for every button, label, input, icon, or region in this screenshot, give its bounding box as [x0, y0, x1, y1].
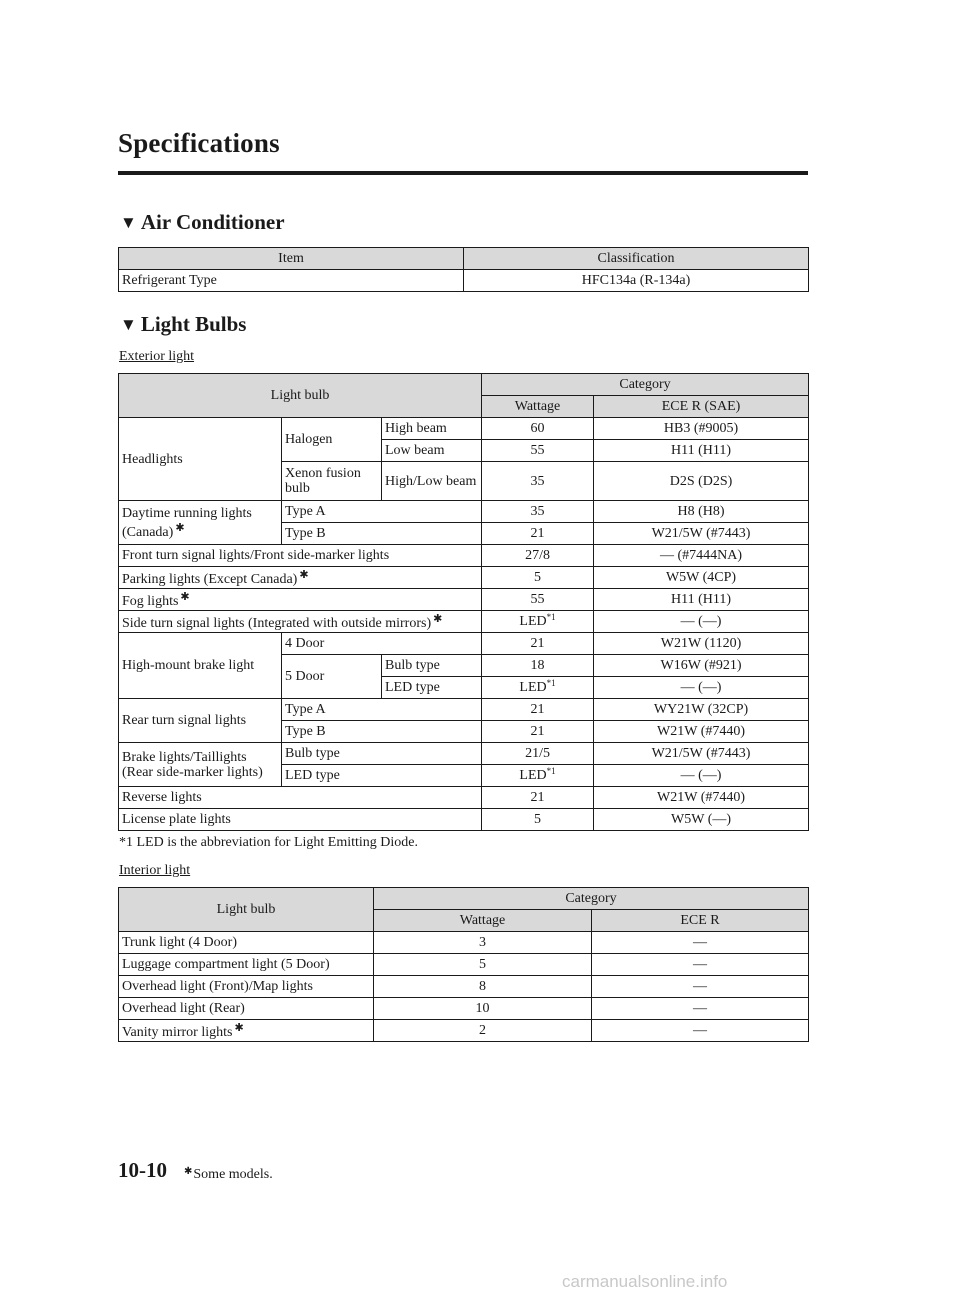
- table-row: [119, 611, 809, 633]
- wattage-cell: [482, 765, 594, 787]
- wattage-cell: 5: [482, 809, 594, 831]
- header-category: Category: [482, 374, 809, 396]
- header-item: Item: [119, 248, 464, 270]
- header-classification: Classification: [464, 248, 809, 270]
- wattage-cell: [482, 677, 594, 699]
- ece-cell: H8 (H8): [594, 501, 809, 523]
- light-name-cell: Luggage compartment light (5 Door): [119, 954, 374, 976]
- brake-line1: Brake lights/Taillights: [122, 749, 247, 765]
- table-row: [119, 976, 809, 998]
- wattage-cell: 21/5: [482, 743, 594, 765]
- header-wattage: Wattage: [482, 396, 594, 418]
- light-bulbs-heading-text: Light Bulbs: [140, 312, 247, 336]
- side-turn-text: Side turn signal lights (Integrated with outside mirrors): [122, 616, 432, 631]
- interior-light-subheading: Interior light: [119, 863, 191, 878]
- led-text: LED: [519, 680, 547, 695]
- type-label: Type B: [282, 721, 482, 743]
- wattage-cell: 3: [374, 932, 592, 954]
- brake-line2: (Rear side-marker lights): [122, 764, 263, 780]
- star-icon: ✱: [184, 1166, 193, 1177]
- some-models-note: [182, 1166, 273, 1183]
- xenon-label: Xenon fusion bulb: [282, 462, 382, 501]
- wattage-cell: 21: [482, 523, 594, 545]
- parking-label: [119, 567, 482, 589]
- ece-cell: — (—): [594, 611, 809, 633]
- star-icon: ✱: [299, 569, 309, 581]
- table-row: [119, 418, 809, 440]
- wattage-cell: 27/8: [482, 545, 594, 567]
- table-row: [119, 1020, 809, 1042]
- ece-cell: HB3 (#9005): [594, 418, 809, 440]
- exterior-light-subheading: Exterior light: [119, 349, 195, 364]
- high-low-beam-label: High/Low beam: [382, 462, 482, 501]
- exterior-light-table: [118, 373, 809, 831]
- brake-label: [119, 743, 282, 787]
- table-row: [119, 501, 809, 523]
- rear-turn-label: Rear turn signal lights: [119, 699, 282, 743]
- table-row: [119, 809, 809, 831]
- ece-cell: D2S (D2S): [594, 462, 809, 501]
- ece-cell: W21W (#7440): [594, 787, 809, 809]
- header-light-bulb: Light bulb: [119, 888, 374, 932]
- triangle-icon: ▼: [120, 315, 137, 334]
- star-icon: ✱: [175, 521, 185, 534]
- triangle-icon: ▼: [120, 213, 137, 232]
- light-bulbs-heading: [120, 312, 246, 337]
- high-beam-label: High beam: [382, 418, 482, 440]
- wattage-cell: 55: [482, 589, 594, 611]
- table-row: [119, 998, 809, 1020]
- table-row: [119, 545, 809, 567]
- wattage-cell: 10: [374, 998, 592, 1020]
- table-row: [119, 743, 809, 765]
- header-light-bulb: Light bulb: [119, 374, 482, 418]
- front-turn-label: Front turn signal lights/Front side-marker lights: [119, 545, 482, 567]
- ece-cell: W16W (#921): [594, 655, 809, 677]
- ece-cell: WY21W (32CP): [594, 699, 809, 721]
- star-icon: ✱: [180, 591, 190, 603]
- license-label: License plate lights: [119, 809, 482, 831]
- ece-cell: W21/5W (#7443): [594, 743, 809, 765]
- wattage-cell: 2: [374, 1020, 592, 1042]
- parking-text: Parking lights (Except Canada): [122, 572, 298, 587]
- header-ece: ECE R: [592, 910, 809, 932]
- table-row: [119, 699, 809, 721]
- bulb-type-label: Bulb type: [382, 655, 482, 677]
- five-door-label: 5 Door: [282, 655, 382, 699]
- header-category: Category: [374, 888, 809, 910]
- hmsl-label: High-mount brake light: [119, 633, 282, 699]
- wattage-cell: 18: [482, 655, 594, 677]
- fog-label: [119, 589, 482, 611]
- led-type-label: LED type: [382, 677, 482, 699]
- ece-cell: W21W (#7440): [594, 721, 809, 743]
- type-label: Type A: [282, 501, 482, 523]
- ece-cell: —: [592, 932, 809, 954]
- fog-text: Fog lights: [122, 594, 179, 609]
- led-text: LED: [519, 614, 547, 629]
- type-label: Type A: [282, 699, 482, 721]
- footnote-marker: *1: [546, 612, 556, 622]
- led-type-label: LED type: [282, 765, 482, 787]
- ece-cell: W21/5W (#7443): [594, 523, 809, 545]
- light-name-cell: Trunk light (4 Door): [119, 932, 374, 954]
- wattage-cell: [482, 611, 594, 633]
- footnote-marker: *1: [546, 766, 556, 776]
- title-divider: [118, 171, 808, 175]
- star-icon: ✱: [433, 613, 443, 625]
- air-conditioner-heading: [120, 210, 285, 235]
- footnote-marker: *1: [546, 678, 556, 688]
- wattage-cell: 35: [482, 462, 594, 501]
- table-row: [119, 270, 809, 292]
- table-row: [119, 633, 809, 655]
- side-turn-label: [119, 611, 482, 633]
- ece-cell: W21W (1120): [594, 633, 809, 655]
- table-row: [119, 954, 809, 976]
- wattage-cell: 60: [482, 418, 594, 440]
- page-title: Specifications: [118, 128, 280, 158]
- drl-text: Daytime running lights (Canada): [122, 505, 252, 540]
- led-footnote: *1 LED is the abbreviation for Light Emitting Diode.: [119, 835, 418, 850]
- refrigerant-type-label: Refrigerant Type: [119, 270, 464, 292]
- type-label: Type B: [282, 523, 482, 545]
- wattage-cell: 21: [482, 721, 594, 743]
- table-row: [119, 589, 809, 611]
- ece-cell: —: [592, 998, 809, 1020]
- table-row: [119, 567, 809, 589]
- drl-label: [119, 501, 282, 545]
- star-icon: ✱: [234, 1022, 244, 1034]
- wattage-cell: 21: [482, 787, 594, 809]
- table-row: [119, 787, 809, 809]
- wattage-cell: 5: [374, 954, 592, 976]
- ece-cell: —: [592, 1020, 809, 1042]
- ece-cell: — (—): [594, 677, 809, 699]
- reverse-label: Reverse lights: [119, 787, 482, 809]
- refrigerant-type-value: HFC134a (R-134a): [464, 270, 809, 292]
- light-name-cell: Overhead light (Front)/Map lights: [119, 976, 374, 998]
- wattage-cell: 21: [482, 699, 594, 721]
- light-name-cell: Overhead light (Rear): [119, 998, 374, 1020]
- ece-cell: — (—): [594, 765, 809, 787]
- four-door-label: 4 Door: [282, 633, 482, 655]
- headlights-label: Headlights: [119, 418, 282, 501]
- halogen-label: Halogen: [282, 418, 382, 462]
- air-conditioner-table: [118, 247, 809, 292]
- interior-light-table: [118, 887, 809, 1042]
- ece-cell: W5W (4CP): [594, 567, 809, 589]
- wattage-cell: 35: [482, 501, 594, 523]
- header-ece: ECE R (SAE): [594, 396, 809, 418]
- table-row: [119, 932, 809, 954]
- vanity-text: Vanity mirror lights: [122, 1025, 233, 1040]
- bulb-type-label: Bulb type: [282, 743, 482, 765]
- wattage-cell: 5: [482, 567, 594, 589]
- wattage-cell: 21: [482, 633, 594, 655]
- ece-cell: —: [592, 954, 809, 976]
- air-conditioner-heading-text: Air Conditioner: [140, 210, 285, 234]
- light-name-cell: [119, 1020, 374, 1042]
- page-number: 10-10: [118, 1158, 167, 1182]
- wattage-cell: 55: [482, 440, 594, 462]
- ece-cell: W5W (—): [594, 809, 809, 831]
- header-wattage: Wattage: [374, 910, 592, 932]
- led-text: LED: [519, 768, 547, 783]
- low-beam-label: Low beam: [382, 440, 482, 462]
- some-models-text: Some models.: [193, 1167, 273, 1182]
- ece-cell: H11 (H11): [594, 440, 809, 462]
- ece-cell: —: [592, 976, 809, 998]
- watermark: carmanualsonline.info: [562, 1272, 728, 1291]
- wattage-cell: 8: [374, 976, 592, 998]
- ece-cell: — (#7444NA): [594, 545, 809, 567]
- ece-cell: H11 (H11): [594, 589, 809, 611]
